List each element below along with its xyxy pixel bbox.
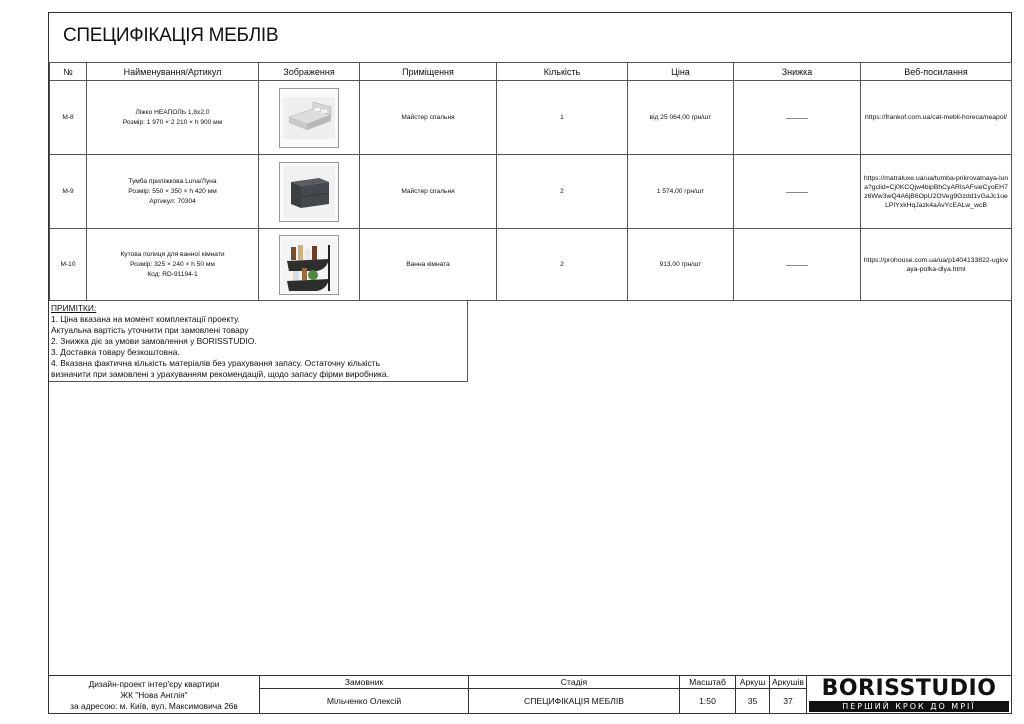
bed-icon (283, 97, 335, 139)
item-size: Розмір: 325 × 240 × h 50 мм (130, 260, 215, 268)
note-line: 3. Доставка товару безкоштовна. (51, 347, 180, 357)
item-article: Код: RD-91194-1 (147, 270, 198, 278)
customer-label: Замовник (260, 676, 468, 689)
row-web-link[interactable]: https://prohouse.com.ua/ua/p1404133822-uglovaya-polka-dlya.html (861, 229, 1012, 301)
row-number: М-8 (50, 81, 87, 155)
row-quantity: 2 (497, 229, 628, 301)
project-line: за адресою: м. Київ, вул. Максимовича 26в (70, 701, 238, 711)
row-discount (734, 155, 861, 229)
row-room: Майстер спальня (360, 81, 497, 155)
row-name (87, 229, 259, 301)
specification-sheet (48, 12, 1012, 714)
empty-dash (786, 265, 808, 266)
header-price: Ціна (628, 63, 734, 81)
row-quantity: 2 (497, 155, 628, 229)
header-name: Найменування/Артикул (87, 63, 259, 81)
scale-value: 1:50 (699, 696, 716, 706)
specification-table (49, 62, 1012, 301)
row-web-link[interactable]: https://frankof.com.ua/cat-mebli-horeca/neapol/ (861, 81, 1012, 155)
note-line: 2. Знижка діє за умови замовлення у BORISSTUDIO. (51, 336, 257, 346)
sheets-value: 37 (783, 696, 793, 706)
product-image-nightstand (279, 162, 339, 222)
note-line: 1. Ціна вказана на момент комплектації проекту. (51, 314, 240, 324)
header-room: Приміщення (360, 63, 497, 81)
row-room: Ванна кімната (360, 229, 497, 301)
table-row (50, 81, 1012, 155)
sheets-label: Аркушів (771, 677, 805, 687)
product-image-shelf (279, 235, 339, 295)
row-name (87, 81, 259, 155)
header-discount: Знижка (734, 63, 861, 81)
row-discount (734, 81, 861, 155)
row-number: М-10 (50, 229, 87, 301)
notes-title: ПРИМІТКИ: (51, 303, 97, 313)
row-image (259, 155, 360, 229)
row-image (259, 81, 360, 155)
logo-wordmark: BORISSTUDIO (821, 676, 997, 701)
row-room: Майстер спальня (360, 155, 497, 229)
table-header-row (50, 63, 1012, 81)
header-number: № (50, 63, 87, 81)
project-info (49, 676, 259, 714)
row-price: 913,00 грн/шт (628, 229, 734, 301)
stage-cell (468, 676, 679, 714)
page-title: СПЕЦИФІКАЦІЯ МЕБЛІВ (63, 25, 279, 46)
row-discount (734, 229, 861, 301)
project-line: ЖК "Нова Англія" (120, 690, 188, 700)
note-line: Актуальна вартість уточнити при замовлені товару (51, 325, 249, 335)
scale-label: Масштаб (680, 676, 735, 689)
customer-value: Мільченко Олексій (326, 696, 402, 706)
row-quantity: 1 (497, 81, 628, 155)
brand-logo (809, 678, 1009, 712)
item-title: Ліжко НЕАПОЛЬ 1,8х2,0 (135, 108, 210, 116)
row-number: М-9 (50, 155, 87, 229)
note-line: 4. Вказана фактична кількість матеріалів без урахування запасу. Остаточну кількість (51, 358, 381, 368)
nightstand-icon (283, 166, 335, 218)
item-size: Розмір: 550 × 350 × h 420 мм (128, 187, 217, 195)
logo-tagline: ПЕРШИЙ КРОК ДО МРІЇ (809, 701, 1009, 712)
corner-shelf-icon (281, 237, 337, 293)
sheet-value: 35 (747, 696, 758, 706)
table-row (50, 155, 1012, 229)
row-price: 1 574,00 грн/шт (628, 155, 734, 229)
project-line: Дизайн-проект інтер'єру квартири (88, 679, 220, 689)
scale-cell (679, 676, 735, 714)
customer-cell (259, 676, 468, 714)
item-title: Тумба приліжкова Luna/Луна (128, 177, 217, 185)
row-web-link[interactable]: https://matraluxe.ua/ua/tumba-prikrovatnaya-luna?gclid=Cj0KCQjw4bipBhCyARIsAFsieCyoEH7z6Ww3wQ4A6jB6OpU2OVeg9Gzdd1vGaJc1ueLPIYxkHqJazk4aAvYcEALw_wcB (861, 155, 1012, 229)
table-row (50, 229, 1012, 301)
sheet-cell (735, 676, 769, 714)
sheets-cell (769, 676, 807, 714)
header-web-link: Веб-посилання (861, 63, 1012, 81)
empty-dash (786, 192, 808, 193)
sheet-label: Аркуш (736, 676, 769, 689)
note-line: визначити при замовлені з урахуванням рекомендацій, щодо запасу фірми виробника. (51, 369, 389, 379)
row-price: від 25 064,00 грн/шт (628, 81, 734, 155)
product-image-bed (279, 88, 339, 148)
item-size: Розмір: 1 970 × 2 210 × h 900 мм (122, 118, 223, 126)
item-article: Артикул: 70304 (149, 197, 196, 205)
notes-box (49, 300, 468, 382)
title-block (49, 675, 1011, 714)
item-title: Кутова полиця для ванної кімнати (120, 250, 225, 258)
header-image: Зображення (259, 63, 360, 81)
stage-label: Стадія (469, 676, 679, 689)
empty-dash (786, 118, 808, 119)
row-image (259, 229, 360, 301)
row-name (87, 155, 259, 229)
stage-value: СПЕЦИФІКАЦІЯ МЕБЛІВ (524, 696, 624, 706)
header-quantity: Кількість (497, 63, 628, 81)
